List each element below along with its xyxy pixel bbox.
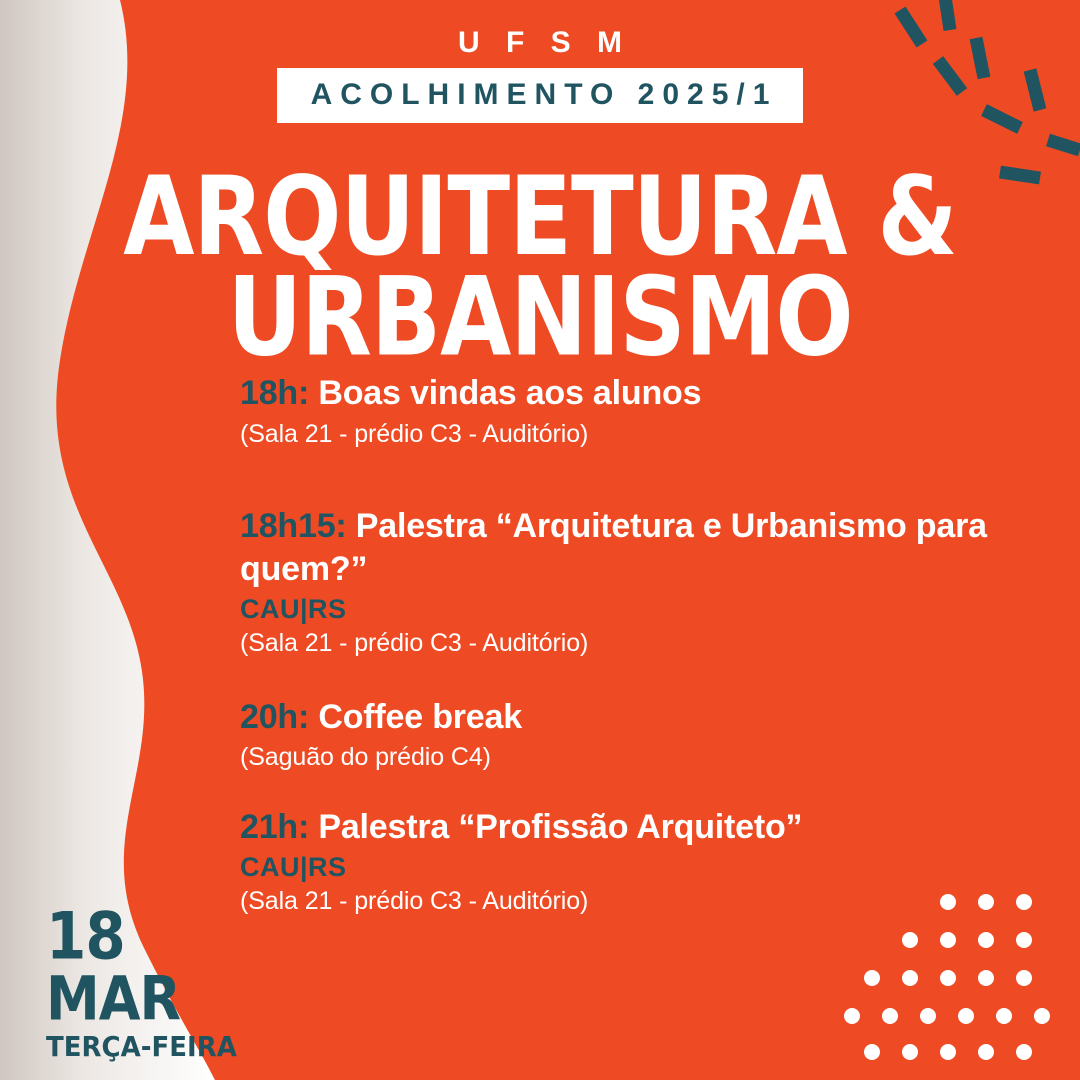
schedule-organizer: CAU|RS — [240, 851, 347, 882]
schedule-line — [240, 806, 1040, 850]
schedule-description: Palestra “Arquitetura e Urbanismo para quem?” — [240, 506, 987, 589]
schedule-time: 18h15: — [240, 506, 347, 545]
event-date — [46, 898, 237, 1064]
date-day: 18 — [46, 898, 125, 975]
schedule-line — [240, 696, 1040, 740]
schedule-description: Coffee break — [318, 697, 522, 736]
schedule-list — [240, 372, 1040, 946]
schedule-place: (Saguão do prédio C4) — [240, 743, 491, 772]
event-banner: ACOLHIMENTO 2025/1 — [277, 68, 804, 123]
schedule-place: (Sala 21 - prédio C3 - Auditório) — [240, 628, 589, 657]
schedule-item — [240, 505, 1040, 658]
institution-label: U F S M — [458, 26, 631, 59]
schedule-time: 18h: — [240, 374, 310, 412]
schedule-description: Boas vindas aos alunos — [318, 374, 702, 412]
schedule-time: 20h: — [240, 697, 310, 736]
schedule-place: (Sala 21 - prédio C3 - Auditório) — [240, 419, 589, 448]
schedule-time: 21h: — [240, 808, 310, 847]
schedule-item — [240, 696, 1040, 773]
page-title — [0, 153, 1080, 380]
schedule-item — [240, 806, 1040, 916]
schedule-item — [240, 372, 1040, 449]
schedule-description: Palestra “Profissão Arquiteto” — [318, 808, 803, 847]
title-line-1: ARQUITETURA & — [123, 153, 957, 281]
date-month: MAR — [46, 963, 181, 1034]
schedule-line — [240, 505, 1040, 592]
poster-header — [0, 26, 1080, 123]
schedule-place: (Sala 21 - prédio C3 - Auditório) — [240, 886, 589, 915]
schedule-line — [240, 372, 1040, 416]
title-line-2: URBANISMO — [227, 253, 853, 380]
date-weekday: TERÇA-FEIRA — [46, 1032, 237, 1064]
schedule-organizer: CAU|RS — [240, 593, 347, 624]
